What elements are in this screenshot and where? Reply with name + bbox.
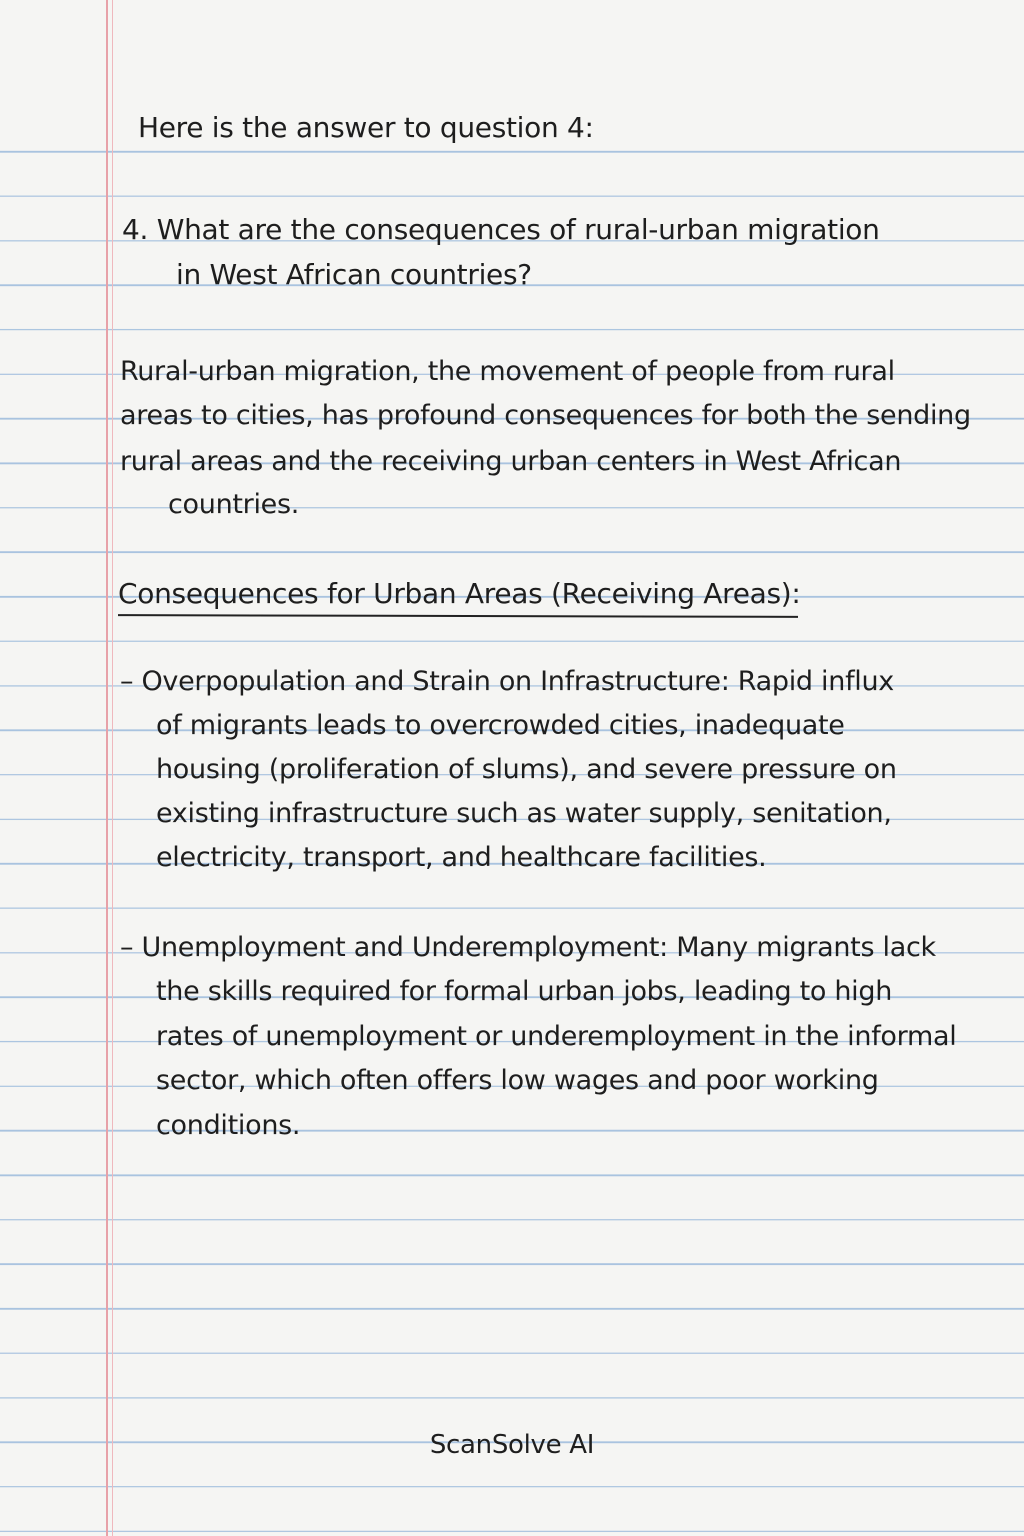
paragraph-line-1: Rural-urban migration, the movement of people from rural bbox=[120, 356, 895, 387]
question-line-1: 4. What are the consequences of rural-urban migration bbox=[122, 213, 880, 246]
red-margin-line bbox=[106, 0, 108, 1536]
bullet-2-line-2: the skills required for formal urban jobs, leading to high bbox=[156, 976, 893, 1007]
bullet-2-line-1: – Unemployment and Underemployment: Many migrants lack bbox=[120, 932, 936, 963]
bullet-1-line-1: – Overpopulation and Strain on Infrastructure: Rapid influx bbox=[120, 666, 894, 697]
bullet-2-line-4: sector, which often offers low wages and poor working bbox=[156, 1065, 879, 1096]
paragraph-line-2: areas to cities, has profound consequences for both the sending bbox=[120, 400, 971, 431]
paragraph-line-4: countries. bbox=[168, 489, 300, 520]
page-top-margin bbox=[0, 0, 1024, 108]
bullet-2-line-5: conditions. bbox=[156, 1110, 301, 1141]
bullet-1-line-4: existing infrastructure such as water supply, senitation, bbox=[156, 798, 892, 829]
bullet-1-line-5: electricity, transport, and healthcare facilities. bbox=[156, 842, 767, 873]
heading-underline bbox=[118, 614, 798, 618]
bullet-2-line-3: rates of unemployment or underemployment in the informal bbox=[156, 1021, 957, 1052]
bullet-1-line-3: housing (proliferation of slums), and severe pressure on bbox=[156, 754, 897, 785]
red-margin-line-inner bbox=[112, 0, 113, 1536]
intro-text: Here is the answer to question 4: bbox=[138, 111, 594, 144]
bullet-1-line-2: of migrants leads to overcrowded cities, inadequate bbox=[156, 710, 845, 741]
paragraph-line-3: rural areas and the receiving urban centers in West African bbox=[120, 446, 902, 477]
question-line-2: in West African countries? bbox=[176, 258, 532, 291]
section-heading: Consequences for Urban Areas (Receiving Areas): bbox=[118, 577, 801, 610]
footer-watermark: ScanSolve AI bbox=[429, 1430, 595, 1460]
